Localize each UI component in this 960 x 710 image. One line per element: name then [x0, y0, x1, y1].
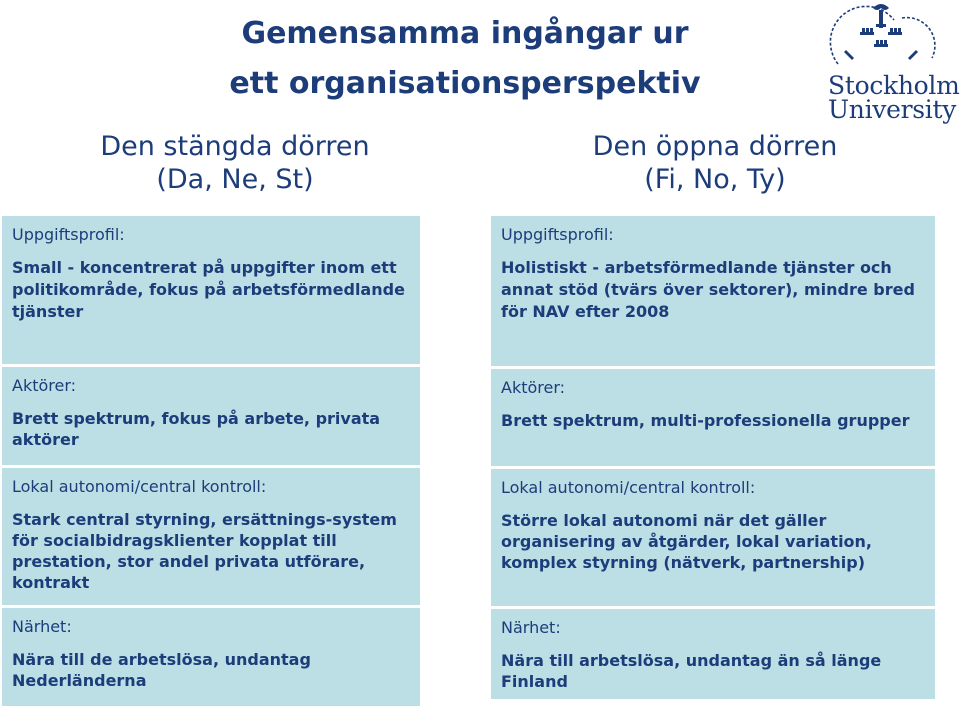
right-heading-line1: Den öppna dörren	[592, 131, 838, 162]
left-autonomy-box	[2, 468, 420, 605]
right-profile-box	[491, 216, 935, 366]
left-proximity-label: Närhet:	[12, 617, 72, 636]
left-column-heading	[20, 130, 450, 196]
left-actors-label: Aktörer:	[12, 376, 77, 395]
right-actors-text: Brett spektrum, multi-professionella grupper	[501, 411, 910, 430]
right-proximity-box	[491, 609, 935, 699]
right-proximity-label: Närhet:	[501, 618, 561, 637]
right-autonomy-label: Lokal autonomi/central kontroll:	[501, 478, 756, 497]
left-actors-text: Brett spektrum, fokus på arbete, privata aktörer	[12, 409, 381, 449]
left-profile-box	[2, 216, 420, 364]
right-actors-box	[491, 369, 935, 466]
left-autonomy-label: Lokal autonomi/central kontroll:	[12, 477, 267, 496]
left-proximity-box	[2, 608, 420, 706]
right-heading-line2: (Fi, No, Ty)	[644, 164, 786, 195]
right-autonomy-text: Större lokal autonomi när det gäller organisering av åtgärder, lokal variation, komplex styrning (nätverk, partnership)	[501, 511, 873, 572]
slide-title-line2: ett organisationsperspektiv	[229, 66, 701, 101]
left-actors-box	[2, 367, 420, 465]
left-profile-text: Small - koncentrerat på uppgifter inom ett politikområde, fokus på arbetsförmedlande tjänster	[12, 258, 405, 321]
left-autonomy-text: Stark central styrning, ersättnings-system för socialbidragsklienter kopplat till prestation, stor andel privata utförare, kontrakt	[12, 510, 397, 592]
left-heading-line2: (Da, Ne, St)	[156, 164, 314, 195]
right-profile-label: Uppgiftsprofil:	[501, 225, 614, 244]
right-actors-label: Aktörer:	[501, 378, 566, 397]
right-autonomy-box	[491, 469, 935, 606]
left-heading-line1: Den stängda dörren	[100, 131, 370, 162]
left-proximity-text: Nära till de arbetslösa, undantag Nederländerna	[12, 650, 311, 690]
logo-wordmark-line1: Stockholm	[828, 71, 960, 100]
logo-wordmark-line2: University	[828, 95, 957, 124]
slide-title-line1: Gemensamma ingångar ur	[241, 16, 689, 51]
left-profile-label: Uppgiftsprofil:	[12, 225, 125, 244]
right-proximity-text: Nära till arbetslösa, undantag än så länge Finland	[501, 651, 882, 691]
right-profile-text: Holistiskt - arbetsförmedlande tjänster och annat stöd (tvärs över sektorer), mindre bred för NAV efter 2008	[501, 258, 915, 321]
right-column-heading	[500, 130, 930, 196]
